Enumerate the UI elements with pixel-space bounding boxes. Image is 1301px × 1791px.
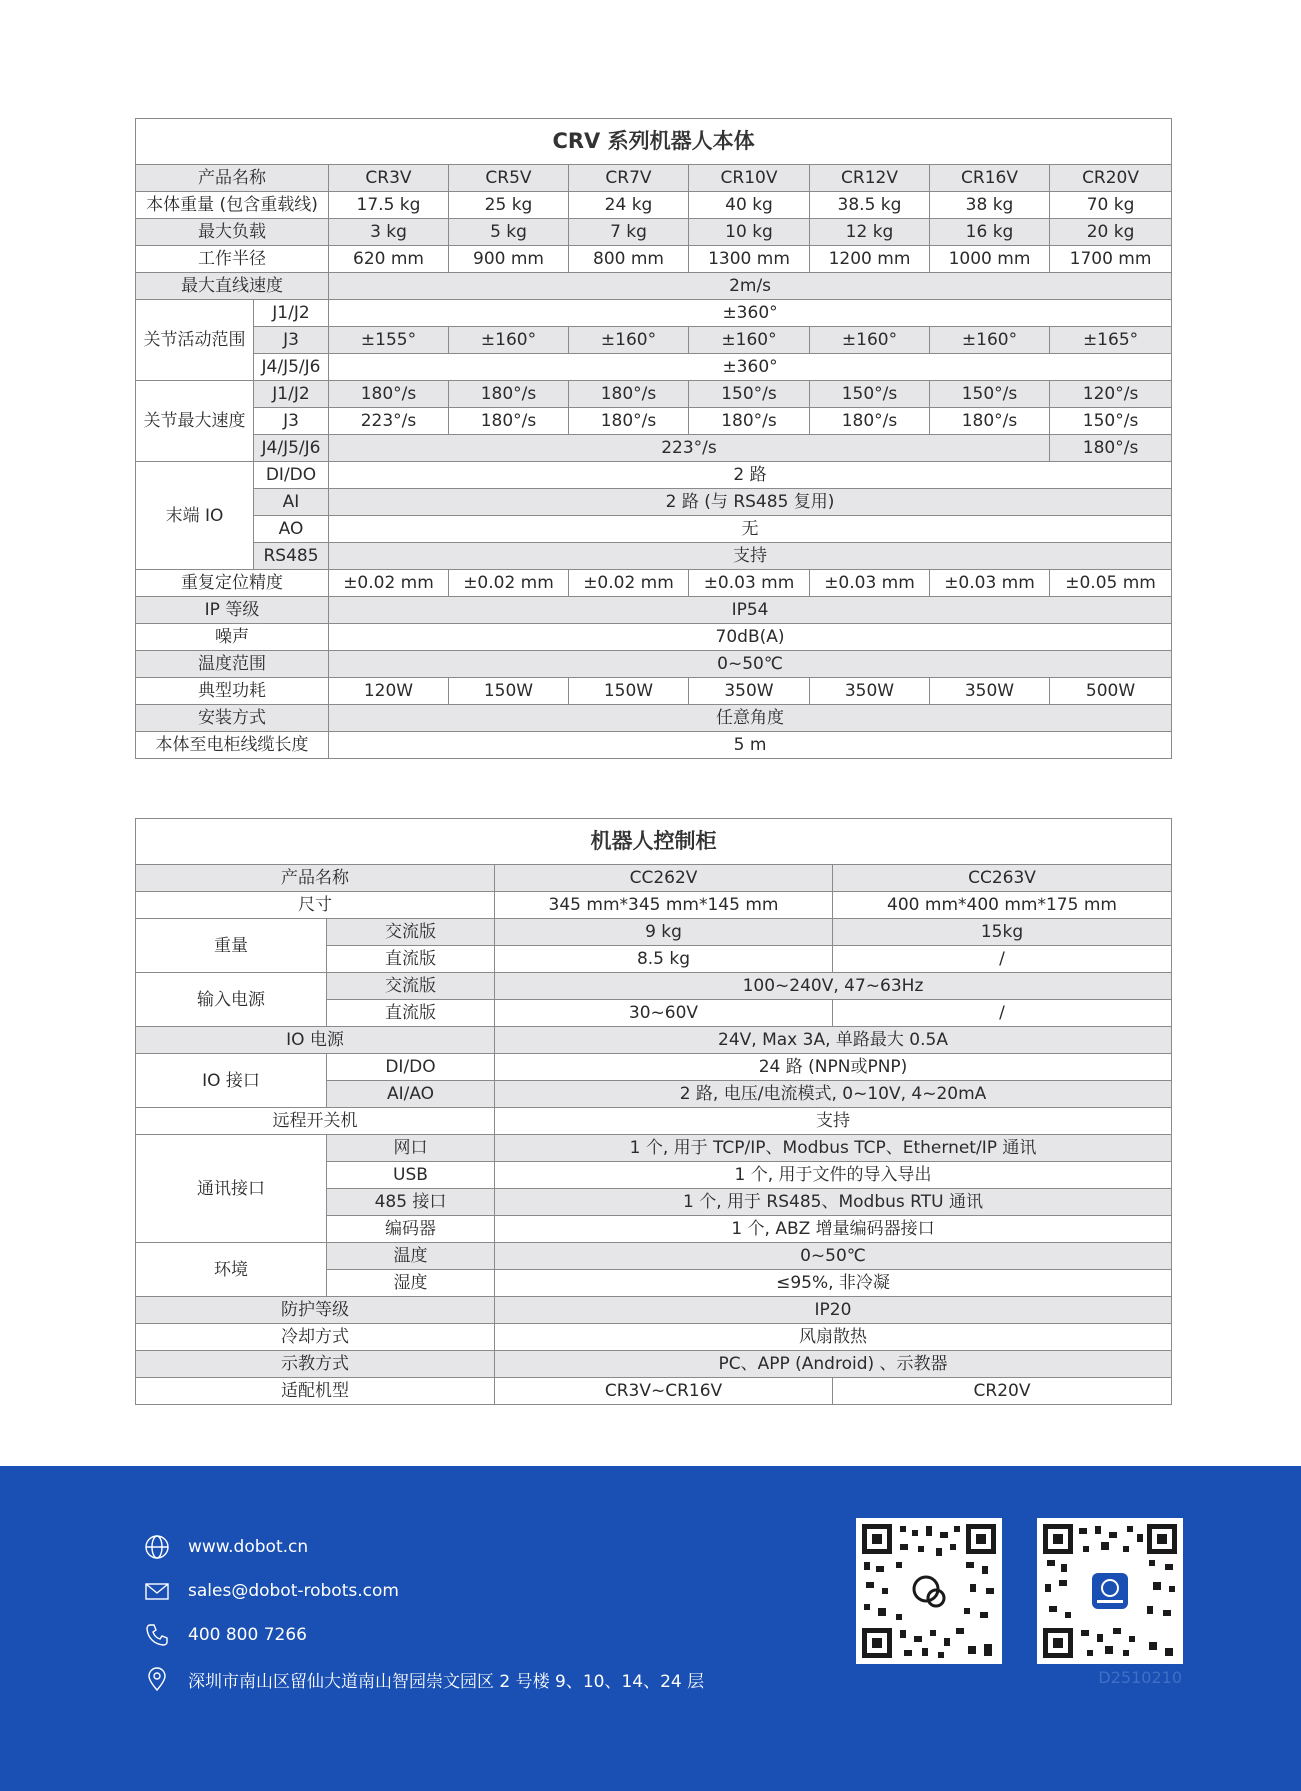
table-cell: 223°/s — [329, 435, 1050, 462]
table-row — [136, 678, 1172, 705]
row-label: 示教方式 — [136, 1351, 495, 1378]
table-cell: ±165° — [1050, 327, 1172, 354]
sub-label: J3 — [254, 408, 329, 435]
table-row — [136, 165, 1172, 192]
table-row — [136, 489, 1172, 516]
table-cell: 150°/s — [930, 381, 1050, 408]
row-label: 工作半径 — [136, 246, 329, 273]
row-group-label: 末端 IO — [136, 462, 254, 570]
table-cell: 120°/s — [1050, 381, 1172, 408]
table-row — [136, 381, 1172, 408]
table-row — [136, 219, 1172, 246]
sub-label: 编码器 — [327, 1216, 495, 1243]
table-cell: ±0.03 mm — [810, 570, 930, 597]
table-cell: 150W — [569, 678, 689, 705]
table-cell: 1000 mm — [930, 246, 1050, 273]
row-group-label: 重量 — [136, 919, 327, 973]
phone-number[interactable]: 400 800 7266 — [188, 1625, 307, 1645]
table-row — [136, 327, 1172, 354]
phone-line[interactable] — [142, 1620, 307, 1650]
row-group-label: IO 接口 — [136, 1054, 327, 1108]
row-label: 典型功耗 — [136, 678, 329, 705]
dobot-qr-code — [1037, 1518, 1183, 1664]
table-cell: 7 kg — [569, 219, 689, 246]
address-line — [142, 1664, 704, 1694]
model-name: CR16V — [930, 165, 1050, 192]
sub-label: RS485 — [254, 543, 329, 570]
row-label: 适配机型 — [136, 1378, 495, 1405]
row-label: 温度范围 — [136, 651, 329, 678]
table-row — [136, 354, 1172, 381]
row-label: 最大负载 — [136, 219, 329, 246]
table-row — [136, 543, 1172, 570]
table-row — [136, 273, 1172, 300]
table-cell: ≤95%, 非冷凝 — [495, 1270, 1172, 1297]
table-cell: 2 路 (与 RS485 复用) — [329, 489, 1172, 516]
table-cell: 1 个, 用于文件的导入导出 — [495, 1162, 1172, 1189]
table-row — [136, 1135, 1172, 1162]
table-row — [136, 624, 1172, 651]
sub-label: 网口 — [327, 1135, 495, 1162]
location-icon — [142, 1664, 172, 1694]
table-row — [136, 462, 1172, 489]
table-cell: IP54 — [329, 597, 1172, 624]
table-row — [136, 1243, 1172, 1270]
table-cell: 8.5 kg — [495, 946, 833, 973]
sub-label: DI/DO — [254, 462, 329, 489]
table-cell: 20 kg — [1050, 219, 1172, 246]
table-cell: ±360° — [329, 300, 1172, 327]
table-cell: 350W — [689, 678, 810, 705]
sub-label: 湿度 — [327, 1270, 495, 1297]
document-code: D2510210 — [1098, 1668, 1182, 1687]
table-row — [136, 705, 1172, 732]
sub-label: 直流版 — [327, 1000, 495, 1027]
row-label: 产品名称 — [136, 865, 495, 892]
globe-icon — [142, 1532, 172, 1562]
table-cell: 345 mm*345 mm*145 mm — [495, 892, 833, 919]
table-row — [136, 597, 1172, 624]
sub-label: J1/J2 — [254, 300, 329, 327]
table-cell: 800 mm — [569, 246, 689, 273]
table-cell: 70 kg — [1050, 192, 1172, 219]
table-cell: 620 mm — [329, 246, 449, 273]
row-group-label: 关节活动范围 — [136, 300, 254, 381]
table-cell: 10 kg — [689, 219, 810, 246]
sub-label: 温度 — [327, 1243, 495, 1270]
table-cell: 2m/s — [329, 273, 1172, 300]
table-cell: 500W — [1050, 678, 1172, 705]
table-cell: 30~60V — [495, 1000, 833, 1027]
table-cell: 150°/s — [1050, 408, 1172, 435]
model-name: CR3V — [329, 165, 449, 192]
table-row — [136, 1297, 1172, 1324]
table-cell: 12 kg — [810, 219, 930, 246]
row-label: 产品名称 — [136, 165, 329, 192]
table-cell: ±0.03 mm — [930, 570, 1050, 597]
table-cell: 180°/s — [810, 408, 930, 435]
table-cell: 9 kg — [495, 919, 833, 946]
model-name: CC263V — [833, 865, 1172, 892]
cabinet-spec-table — [135, 818, 1172, 1405]
row-group-label: 环境 — [136, 1243, 327, 1297]
website-line[interactable] — [142, 1532, 308, 1562]
robot-table-title: CRV 系列机器人本体 — [136, 119, 1172, 165]
table-cell: 无 — [329, 516, 1172, 543]
sub-label: 交流版 — [327, 973, 495, 1000]
sub-label: 485 接口 — [327, 1189, 495, 1216]
table-row — [136, 435, 1172, 462]
table-cell: 1700 mm — [1050, 246, 1172, 273]
model-name: CR10V — [689, 165, 810, 192]
row-group-label: 关节最大速度 — [136, 381, 254, 462]
row-label: 冷却方式 — [136, 1324, 495, 1351]
model-name: CR12V — [810, 165, 930, 192]
row-group-label: 输入电源 — [136, 973, 327, 1027]
table-cell: 150°/s — [689, 381, 810, 408]
table-cell: 180°/s — [569, 408, 689, 435]
sub-label: 直流版 — [327, 946, 495, 973]
table-cell: ±0.03 mm — [689, 570, 810, 597]
table-cell: 1300 mm — [689, 246, 810, 273]
table-cell: ±360° — [329, 354, 1172, 381]
phone-icon — [142, 1620, 172, 1650]
table-cell: PC、APP (Android) 、示教器 — [495, 1351, 1172, 1378]
table-row — [136, 570, 1172, 597]
table-cell: 900 mm — [449, 246, 569, 273]
table-cell: 38.5 kg — [810, 192, 930, 219]
table-row — [136, 192, 1172, 219]
table-row — [136, 1108, 1172, 1135]
table-cell: 支持 — [495, 1108, 1172, 1135]
table-cell: 180°/s — [1050, 435, 1172, 462]
model-name: CC262V — [495, 865, 833, 892]
row-label: 本体至电柜线缆长度 — [136, 732, 329, 759]
table-cell: 180°/s — [569, 381, 689, 408]
row-label: 安装方式 — [136, 705, 329, 732]
sub-label: J4/J5/J6 — [254, 435, 329, 462]
website-link[interactable]: www.dobot.cn — [188, 1537, 309, 1557]
row-label: 最大直线速度 — [136, 273, 329, 300]
row-label: 远程开关机 — [136, 1108, 495, 1135]
email-line[interactable] — [142, 1576, 399, 1606]
sub-label: J4/J5/J6 — [254, 354, 329, 381]
table-cell: 0~50℃ — [495, 1243, 1172, 1270]
table-cell: 180°/s — [329, 381, 449, 408]
model-name: CR7V — [569, 165, 689, 192]
table-cell: ±160° — [689, 327, 810, 354]
table-cell: ±160° — [449, 327, 569, 354]
table-cell: ±160° — [930, 327, 1050, 354]
table-cell: 1 个, 用于 TCP/IP、Modbus TCP、Ethernet/IP 通讯 — [495, 1135, 1172, 1162]
row-label: 防护等级 — [136, 1297, 495, 1324]
table-row — [136, 516, 1172, 543]
table-cell: 支持 — [329, 543, 1172, 570]
table-cell: 120W — [329, 678, 449, 705]
table-cell: 风扇散热 — [495, 1324, 1172, 1351]
sub-label: USB — [327, 1162, 495, 1189]
table-cell: 17.5 kg — [329, 192, 449, 219]
row-label: 本体重量 (包含重载线) — [136, 192, 329, 219]
table-cell: ±0.02 mm — [329, 570, 449, 597]
table-cell: 400 mm*400 mm*175 mm — [833, 892, 1172, 919]
table-cell: 1 个, ABZ 增量编码器接口 — [495, 1216, 1172, 1243]
table-row — [136, 732, 1172, 759]
table-cell: 350W — [930, 678, 1050, 705]
robot-spec-table — [135, 118, 1172, 759]
table-cell: 180°/s — [449, 381, 569, 408]
table-cell: 2 路 — [329, 462, 1172, 489]
address-text: 深圳市南山区留仙大道南山智园崇文园区 2 号楼 9、10、14、24 层 — [188, 1671, 705, 1692]
row-label: 重复定位精度 — [136, 570, 329, 597]
table-cell: ±160° — [810, 327, 930, 354]
sub-label: J1/J2 — [254, 381, 329, 408]
table-cell: 180°/s — [449, 408, 569, 435]
table-cell: / — [833, 946, 1172, 973]
table-cell: IP20 — [495, 1297, 1172, 1324]
table-cell: CR3V~CR16V — [495, 1378, 833, 1405]
row-label: IP 等级 — [136, 597, 329, 624]
table-cell: 24 kg — [569, 192, 689, 219]
sub-label: AI — [254, 489, 329, 516]
table-cell: 3 kg — [329, 219, 449, 246]
table-cell: ±160° — [569, 327, 689, 354]
cabinet-table-title: 机器人控制柜 — [136, 819, 1172, 865]
table-cell: 350W — [810, 678, 930, 705]
table-cell: ±155° — [329, 327, 449, 354]
table-row — [136, 1027, 1172, 1054]
model-name: CR5V — [449, 165, 569, 192]
table-cell: / — [833, 1000, 1172, 1027]
table-cell: 2 路, 电压/电流模式, 0~10V, 4~20mA — [495, 1081, 1172, 1108]
table-row — [136, 973, 1172, 1000]
table-cell: 180°/s — [689, 408, 810, 435]
table-cell: 0~50℃ — [329, 651, 1172, 678]
sub-label: J3 — [254, 327, 329, 354]
table-row — [136, 651, 1172, 678]
table-cell: 100~240V, 47~63Hz — [495, 973, 1172, 1000]
table-row — [136, 1054, 1172, 1081]
table-cell: 223°/s — [329, 408, 449, 435]
table-row — [136, 892, 1172, 919]
sub-label: AI/AO — [327, 1081, 495, 1108]
table-row — [136, 1324, 1172, 1351]
table-cell: 180°/s — [930, 408, 1050, 435]
row-label: 噪声 — [136, 624, 329, 651]
table-cell: 24V, Max 3A, 单路最大 0.5A — [495, 1027, 1172, 1054]
table-cell: 150W — [449, 678, 569, 705]
table-cell: 25 kg — [449, 192, 569, 219]
table-cell: 70dB(A) — [329, 624, 1172, 651]
table-cell: ±0.02 mm — [449, 570, 569, 597]
sub-label: 交流版 — [327, 919, 495, 946]
table-cell: 38 kg — [930, 192, 1050, 219]
table-cell: ±0.05 mm — [1050, 570, 1172, 597]
table-cell: 40 kg — [689, 192, 810, 219]
table-cell: 1200 mm — [810, 246, 930, 273]
table-row — [136, 300, 1172, 327]
table-cell: 150°/s — [810, 381, 930, 408]
table-cell: 任意角度 — [329, 705, 1172, 732]
table-row — [136, 408, 1172, 435]
table-cell: CR20V — [833, 1378, 1172, 1405]
sub-label: AO — [254, 516, 329, 543]
table-cell: 1 个, 用于 RS485、Modbus RTU 通讯 — [495, 1189, 1172, 1216]
wechat-qr-code — [856, 1518, 1002, 1664]
table-row — [136, 919, 1172, 946]
table-row — [136, 865, 1172, 892]
row-group-label: 通讯接口 — [136, 1135, 327, 1243]
email-link[interactable]: sales@dobot-robots.com — [188, 1581, 399, 1601]
table-row — [136, 1378, 1172, 1405]
model-name: CR20V — [1050, 165, 1172, 192]
table-cell: 5 m — [329, 732, 1172, 759]
mail-icon — [142, 1576, 172, 1606]
table-cell: ±0.02 mm — [569, 570, 689, 597]
table-cell: 24 路 (NPN或PNP) — [495, 1054, 1172, 1081]
table-row — [136, 1351, 1172, 1378]
row-label: IO 电源 — [136, 1027, 495, 1054]
table-cell: 5 kg — [449, 219, 569, 246]
table-row — [136, 246, 1172, 273]
table-cell: 16 kg — [930, 219, 1050, 246]
table-cell: 15kg — [833, 919, 1172, 946]
sub-label: DI/DO — [327, 1054, 495, 1081]
row-label: 尺寸 — [136, 892, 495, 919]
